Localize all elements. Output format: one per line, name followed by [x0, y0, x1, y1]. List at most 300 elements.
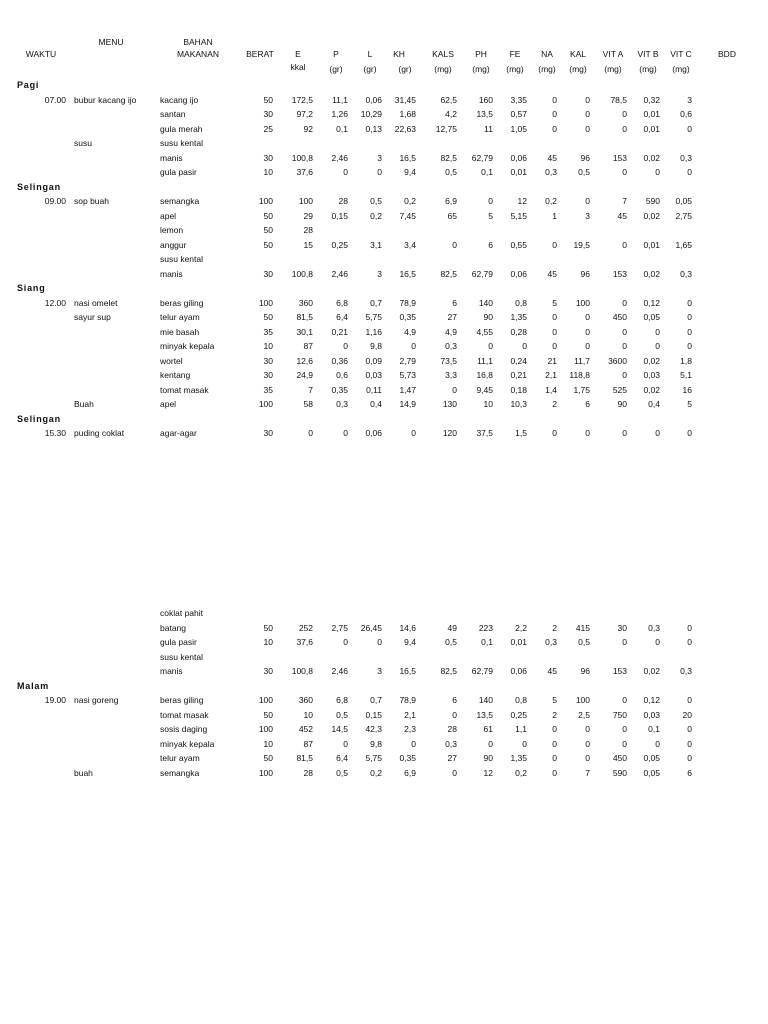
value-vit-c: 5	[687, 399, 692, 409]
menu-name: nasi omelet	[74, 297, 118, 308]
value-kals: 0,5	[445, 167, 457, 177]
food-name: mie basah	[160, 326, 200, 337]
value-ph: 12	[483, 767, 493, 778]
value-vit-b: 0,4	[648, 399, 660, 409]
value-vit-b: 0,01	[643, 239, 660, 250]
value-p: 0,35	[331, 384, 348, 395]
value-e: 87	[303, 738, 313, 749]
value-ph: 16,8	[476, 370, 493, 380]
value-berat: 10	[263, 738, 273, 749]
value-vit-c: 16	[682, 384, 692, 395]
value-kh: 7,45	[399, 210, 416, 221]
header-l-line2: (gr)	[363, 64, 377, 74]
food-name: santan	[160, 109, 186, 119]
value-kal: 6	[585, 399, 590, 409]
value-kals: 0,3	[445, 341, 457, 351]
value-na: 0,3	[545, 637, 557, 647]
value-l: 0,5	[370, 196, 382, 206]
value-vit-c: 0	[687, 428, 692, 438]
value-fe: 1,05	[510, 123, 527, 134]
food-name: coklat pahit	[160, 608, 203, 618]
value-vit-c: 0	[687, 738, 692, 749]
value-kh: 0	[411, 738, 416, 749]
value-p: 0	[343, 341, 348, 351]
menu-name: susu	[74, 138, 92, 148]
header-fe-line2: (mg)	[506, 64, 524, 74]
value-na: 0	[552, 428, 557, 438]
value-p: 0	[343, 428, 348, 438]
value-vit-b: 0,1	[648, 724, 660, 734]
food-name: beras giling	[160, 297, 204, 308]
value-vit-c: 0	[687, 326, 692, 337]
value-berat: 100	[258, 767, 273, 778]
value-kh: 16,5	[399, 152, 416, 163]
value-kh: 5,73	[399, 370, 416, 380]
value-vit-a: 0	[622, 167, 627, 177]
value-na: 21	[547, 355, 557, 366]
value-p: 0,5	[336, 709, 348, 720]
value-l: 3	[377, 152, 382, 163]
value-vit-b: 590	[645, 196, 660, 206]
value-kh: 22,63	[394, 123, 416, 134]
value-vit-a: 90	[617, 399, 627, 409]
header-na-line1: NA	[541, 49, 553, 59]
value-kal: 96	[580, 152, 590, 163]
value-vit-c: 20	[682, 709, 692, 720]
value-fe: 0,8	[515, 297, 527, 308]
value-vit-a: 0	[622, 297, 627, 308]
value-e: 452	[298, 724, 313, 734]
header-kals-line1: KALS	[432, 49, 454, 59]
menu-name: buah	[74, 767, 93, 778]
header-kh-line1: KH	[393, 49, 405, 59]
value-fe: 3,35	[510, 94, 527, 105]
value-kh: 6,9	[404, 767, 416, 778]
value-vit-b: 0,02	[643, 666, 660, 676]
value-vit-a: 0	[622, 239, 627, 250]
value-l: 0,4	[370, 399, 382, 409]
value-l: 10,29	[360, 109, 382, 119]
value-kh: 78,9	[399, 695, 416, 705]
value-l: 0,15	[365, 709, 382, 720]
value-na: 0	[552, 94, 557, 105]
value-vit-c: 0	[687, 753, 692, 763]
meal-time: 12.00	[44, 297, 66, 308]
value-kal: 0	[585, 123, 590, 134]
value-kh: 9,4	[404, 637, 416, 647]
value-p: 6,4	[336, 312, 348, 322]
meal-time: 19.00	[44, 695, 66, 705]
value-p: 0,25	[331, 239, 348, 250]
header-kh-line2: (gr)	[398, 64, 412, 74]
value-ph: 62,79	[471, 152, 493, 163]
value-p: 28	[338, 196, 348, 206]
menu-name: Buah	[74, 399, 94, 409]
header-na-line2: (mg)	[538, 64, 556, 74]
value-kals: 130	[442, 399, 457, 409]
value-vit-b: 0,12	[643, 695, 660, 705]
value-vit-b: 0,02	[643, 384, 660, 395]
value-vit-b: 0,03	[643, 370, 660, 380]
value-p: 6,4	[336, 753, 348, 763]
value-kh: 2,3	[404, 724, 416, 734]
value-p: 0,36	[331, 355, 348, 366]
value-fe: 0,21	[510, 370, 527, 380]
value-kh: 0,35	[399, 312, 416, 322]
value-kal: 0	[585, 724, 590, 734]
value-vit-a: 450	[612, 312, 627, 322]
value-berat: 10	[263, 341, 273, 351]
value-kal: 0	[585, 94, 590, 105]
value-kal: 0	[585, 753, 590, 763]
value-fe: 0,06	[510, 152, 527, 163]
value-vit-b: 0	[655, 428, 660, 438]
value-ph: 0,1	[481, 167, 493, 177]
value-e: 100	[298, 196, 313, 206]
value-kh: 14,6	[399, 622, 416, 633]
value-berat: 50	[263, 753, 273, 763]
value-p: 2,46	[331, 152, 348, 163]
meal-time: 07.00	[44, 94, 66, 105]
value-vit-b: 0,05	[643, 753, 660, 763]
value-kh: 0	[411, 428, 416, 438]
value-p: 0	[343, 637, 348, 647]
value-kal: 0	[585, 312, 590, 322]
value-na: 0	[552, 123, 557, 134]
header-vitc-line1: VIT C	[670, 49, 692, 59]
value-fe: 0,57	[510, 109, 527, 119]
value-berat: 30	[263, 152, 273, 163]
value-kals: 49	[447, 622, 457, 633]
value-vit-b: 0,05	[643, 312, 660, 322]
menu-name: nasi goreng	[74, 695, 119, 705]
value-kal: 0	[585, 326, 590, 337]
value-vit-c: 5,1	[680, 370, 692, 380]
value-kh: 4,9	[404, 326, 416, 337]
value-kh: 0,35	[399, 753, 416, 763]
value-p: 14,5	[331, 724, 348, 734]
value-kh: 2,79	[399, 355, 416, 366]
food-name-line2: manis	[160, 152, 183, 163]
value-kh: 3,4	[404, 239, 416, 250]
header-menu: MENU	[98, 37, 124, 47]
value-l: 0,7	[370, 695, 382, 705]
food-name: gula pasir	[160, 167, 197, 177]
value-kals: 82,5	[440, 666, 457, 676]
value-vit-a: 0	[622, 326, 627, 337]
value-p: 2,46	[331, 666, 348, 676]
value-kals: 0	[452, 384, 457, 395]
value-na: 2	[552, 622, 557, 633]
value-berat: 100	[258, 399, 273, 409]
value-na: 45	[547, 152, 557, 163]
value-kals: 82,5	[440, 268, 457, 279]
value-vit-a: 525	[612, 384, 627, 395]
value-vit-b: 0	[655, 167, 660, 177]
value-vit-a: 450	[612, 753, 627, 763]
header-vitb-line1: VIT B	[637, 49, 659, 59]
value-ph: 13,5	[476, 109, 493, 119]
value-e: 15	[303, 239, 313, 250]
value-e: 81,5	[296, 753, 313, 763]
value-vit-a: 78,5	[610, 94, 627, 105]
value-vit-a: 153	[612, 152, 627, 163]
value-fe: 0	[522, 341, 527, 351]
value-kals: 6	[452, 695, 457, 705]
header-ph-line1: PH	[475, 49, 487, 59]
value-kals: 0	[452, 709, 457, 720]
value-kal: 0	[585, 109, 590, 119]
value-vit-c: 0,3	[680, 666, 692, 676]
value-vit-a: 153	[612, 666, 627, 676]
value-vit-a: 0	[622, 370, 627, 380]
value-vit-a: 0	[622, 109, 627, 119]
value-na: 0,3	[545, 167, 557, 177]
header-bahan-line2: MAKANAN	[176, 49, 220, 59]
food-name: apel	[160, 210, 177, 221]
value-vit-a: 0	[622, 738, 627, 749]
value-fe: 2,2	[515, 622, 527, 633]
value-kal: 415	[575, 622, 590, 633]
value-ph: 6	[488, 239, 493, 250]
value-ph: 9,45	[476, 384, 493, 395]
value-berat: 50	[263, 312, 273, 322]
value-fe: 0,06	[510, 666, 527, 676]
value-l: 1,16	[365, 326, 382, 337]
value-l: 3,1	[370, 239, 382, 250]
header-vita-line2: (mg)	[604, 64, 622, 74]
value-kh: 1,68	[399, 109, 416, 119]
value-berat: 50	[263, 622, 273, 633]
value-vit-c: 0	[687, 341, 692, 351]
value-kal: 0,5	[578, 167, 590, 177]
food-name: apel	[160, 399, 177, 409]
value-na: 45	[547, 666, 557, 676]
value-l: 0	[377, 637, 382, 647]
value-l: 0,13	[365, 123, 382, 134]
value-kals: 0	[452, 767, 457, 778]
food-name-line2: batang	[160, 622, 186, 633]
value-l: 5,75	[365, 312, 382, 322]
value-vit-b: 0	[655, 326, 660, 337]
value-vit-a: 0	[622, 637, 627, 647]
value-vit-b: 0,02	[643, 268, 660, 279]
value-vit-b: 0,05	[643, 767, 660, 778]
header-e-line2: kkal	[290, 62, 306, 72]
value-l: 0,7	[370, 297, 382, 308]
value-vit-c: 0	[687, 167, 692, 177]
food-name: gula pasir	[160, 637, 197, 647]
value-fe: 0,01	[510, 637, 527, 647]
value-kals: 0	[452, 239, 457, 250]
value-p: 0,21	[331, 326, 348, 337]
value-berat: 50	[263, 94, 273, 105]
value-kh: 16,5	[399, 268, 416, 279]
value-vit-a: 590	[612, 767, 627, 778]
value-p: 0,3	[336, 399, 348, 409]
value-vit-b: 0,02	[643, 210, 660, 221]
value-fe: 0,25	[510, 709, 527, 720]
value-p: 0	[343, 167, 348, 177]
value-e: 28	[303, 225, 313, 235]
value-p: 2,75	[331, 622, 348, 633]
value-kh: 14,9	[399, 399, 416, 409]
value-kal: 0	[585, 341, 590, 351]
value-na: 5	[552, 695, 557, 705]
food-name: semangka	[160, 767, 200, 778]
value-kh: 0,2	[404, 196, 416, 206]
value-berat: 100	[258, 196, 273, 206]
value-berat: 35	[263, 384, 273, 395]
value-berat: 50	[263, 239, 273, 250]
value-na: 1,4	[545, 384, 557, 395]
value-na: 0	[552, 724, 557, 734]
food-name: kacang ijo	[160, 94, 199, 105]
header-fe-line1: FE	[509, 49, 521, 59]
value-ph: 11,1	[477, 355, 493, 366]
food-name: lemon	[160, 225, 184, 235]
value-e: 12,6	[296, 355, 313, 366]
value-e: 37,6	[296, 637, 313, 647]
header-vitb-line2: (mg)	[639, 64, 657, 74]
value-e: 87	[303, 341, 313, 351]
value-kal: 7	[585, 767, 590, 778]
value-e: 97,2	[296, 109, 313, 119]
value-p: 0	[343, 738, 348, 749]
value-na: 0	[552, 326, 557, 337]
value-ph: 10	[483, 399, 493, 409]
value-vit-b: 0,02	[643, 355, 660, 366]
value-kal: 1,75	[573, 384, 590, 395]
value-kals: 82,5	[440, 152, 457, 163]
value-kal: 0	[585, 428, 590, 438]
food-name: tomat masak	[160, 384, 209, 395]
value-na: 0	[552, 239, 557, 250]
value-kals: 6	[452, 297, 457, 308]
value-na: 0	[552, 753, 557, 763]
value-fe: 0,28	[510, 326, 527, 337]
value-vit-b: 0,32	[643, 94, 660, 105]
value-vit-b: 0,12	[643, 297, 660, 308]
value-p: 11,1	[332, 94, 348, 105]
value-kh: 16,5	[399, 666, 416, 676]
menu-name: sop buah	[74, 196, 109, 206]
value-p: 0,15	[331, 210, 348, 221]
value-kh: 2,1	[404, 709, 416, 720]
value-kals: 28	[447, 724, 457, 734]
value-e: 100,8	[291, 152, 313, 163]
value-berat: 30	[263, 268, 273, 279]
value-fe: 0,2	[515, 767, 527, 778]
food-name: minyak kepala	[160, 341, 215, 351]
value-vit-b: 0	[655, 738, 660, 749]
value-berat: 100	[258, 695, 273, 705]
value-e: 81,5	[296, 312, 313, 322]
value-p: 1,26	[331, 109, 348, 119]
header-bdd: BDD	[718, 49, 736, 59]
meal-time: 09.00	[44, 196, 66, 206]
value-p: 2,46	[331, 268, 348, 279]
food-name: agar-agar	[160, 428, 197, 438]
food-name: anggur	[160, 239, 187, 250]
food-name: susu kental	[160, 138, 203, 148]
value-kal: 118,8	[569, 370, 590, 380]
header-berat: BERAT	[246, 49, 274, 59]
value-ph: 62,79	[471, 268, 493, 279]
value-vit-c: 0	[687, 724, 692, 734]
value-kals: 27	[447, 312, 457, 322]
value-vit-c: 0,05	[675, 196, 692, 206]
value-l: 3	[377, 268, 382, 279]
value-fe: 0,01	[510, 167, 527, 177]
value-fe: 0,06	[510, 268, 527, 279]
value-kal: 96	[580, 268, 590, 279]
value-l: 0,06	[365, 428, 382, 438]
value-na: 0	[552, 341, 557, 351]
menu-name: bubur kacang ijo	[74, 94, 137, 105]
value-vit-b: 0,01	[643, 123, 660, 134]
value-ph: 11	[484, 123, 493, 134]
value-kal: 100	[575, 695, 590, 705]
value-kals: 27	[447, 753, 457, 763]
value-na: 0,2	[545, 196, 557, 206]
value-e: 100,8	[291, 268, 313, 279]
section-label: Selingan	[17, 413, 61, 424]
value-e: 360	[298, 695, 313, 705]
value-fe: 0	[522, 738, 527, 749]
section-label: Selingan	[17, 181, 61, 192]
value-ph: 140	[478, 695, 493, 705]
value-kals: 6,9	[445, 196, 457, 206]
value-vit-a: 45	[617, 210, 627, 221]
meal-time: 15.30	[44, 428, 66, 438]
value-vit-c: 2,75	[675, 210, 692, 221]
value-p: 0,5	[336, 767, 348, 778]
value-na: 0	[552, 312, 557, 322]
value-na: 0	[552, 109, 557, 119]
value-berat: 30	[263, 666, 273, 676]
value-e: 92	[303, 123, 313, 134]
header-kal-line1: KAL	[569, 49, 587, 59]
header-p-line2: (gr)	[329, 64, 343, 74]
value-berat: 50	[263, 210, 273, 221]
value-fe: 1,5	[515, 428, 527, 438]
value-ph: 140	[478, 297, 493, 308]
header-bahan-line1: BAHAN	[183, 37, 213, 47]
value-fe: 0,8	[515, 695, 527, 705]
value-vit-a: 0	[622, 724, 627, 734]
value-vit-b: 0	[655, 341, 660, 351]
food-name: sosis daging	[160, 724, 208, 734]
value-l: 0,2	[370, 767, 382, 778]
value-kals: 65	[447, 210, 457, 221]
value-ph: 0	[488, 196, 493, 206]
value-e: 172,5	[291, 94, 313, 105]
value-berat: 50	[263, 225, 273, 235]
value-berat: 35	[263, 326, 273, 337]
value-berat: 30	[263, 355, 273, 366]
value-kal: 0,5	[578, 637, 590, 647]
value-vit-a: 30	[617, 622, 627, 633]
value-kal: 19,5	[573, 239, 590, 250]
value-vit-c: 1,8	[680, 355, 692, 366]
value-vit-b: 0	[655, 637, 660, 647]
header-l-line1: L	[367, 49, 373, 59]
value-vit-c: 0,6	[680, 109, 692, 119]
value-kal: 0	[585, 738, 590, 749]
value-berat: 30	[263, 428, 273, 438]
food-name: semangka	[160, 196, 200, 206]
